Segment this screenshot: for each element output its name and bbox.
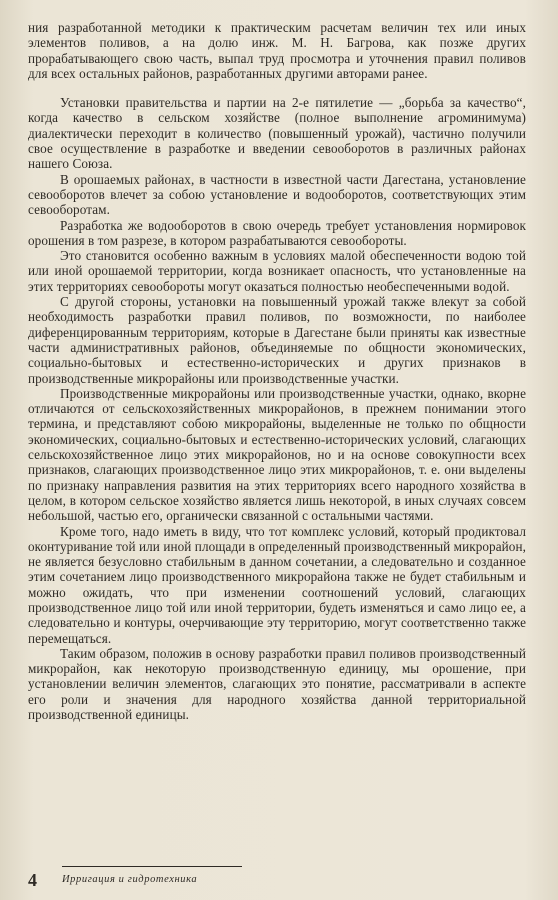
paragraph: Производственные микрорайоны или производственные участки, однако, вкорне отличаются от сельскохозяйственных микрорайонов, в прежнем понимании этого термина, и представляют собою микрорайоны, выделенные не только по общности экономических, социально-бытовых и естественно-исторических условий, слагающих сельскохозяйственное лицо этих микрорайонов, но и на основе совокупности всех признаков, слагающих производственное лицо этих микрорайонов, т. е. они выделены по признаку направления развития на этих территориях всего народного хозяйства в целом, в котором сельское хозяйство является лишь некоторой, в иных случаях совсем небольшой, частью его, органически связанной с остальными частями. <box>28 385 526 524</box>
paragraph: Таким образом, положив в основу разработки правил поливов производственный микрорайон, как некоторую производственную единицу, мы орошение, при установлении величин элементов, слагающих это понятие, рассматривали в аспекте его роли и значения для народного хозяйства данной территориальной производственной единицы. <box>28 645 526 723</box>
paragraph: Установки правительства и партии на 2-е пятилетие — „борьба за качество“, когда качество в сельском хозяйстве (полное выполнение агроминимума) диалектически переходит в количество (повышенный урожай), частично получили свое осуществление в разработке и введении севооборотов в различных районах нашего Союза. <box>28 95 526 172</box>
paragraph: Это становится особенно важным в условиях малой обеспеченности водою той или иной орошаемой территории, когда возникает опасность, что установленные на этих территориях севообороты могут оказаться полностью необеспеченными водой. <box>28 248 526 294</box>
paragraph: С другой стороны, установки на повышенный урожай также влекут за собой необходимость разработки правил поливов, по возможности, по наиболее диференцированным территориям, которые в Дагестане были приняты как известные части административных районов, объединяемые по общности экономических, социально-бытовых и естественно-исторических и других признаков в производственные микрорайоны или производственные участки. <box>28 294 526 386</box>
article-body <box>28 20 526 722</box>
paragraph: Кроме того, надо иметь в виду, что тот комплекс условий, который продиктовал оконтуривание той или иной площади в определенный производственный микрорайон, не является безусловно стабильным в данном сочетании, а следовательно и созданное этим сочетанием лицо производственного микрорайона также не будет стабильным и можно ожидать, что при изменении соотношений условий, слагающих производственное лицо той или иной территории, будеть изменяться и само лицо ее, а следовательно и контуры, очерчивающие эту территорию, могут соответственно также перемещаться. <box>28 523 526 646</box>
paragraph: В орошаемых районах, в частности в известной части Дагестана, установление севооборотов влечет за собою установление и водооборотов, соответствующих этим севооборотам. <box>28 171 526 218</box>
page-footer <box>28 866 526 892</box>
paragraph: Разработка же водооборотов в свою очередь требует установления нормировок орошения в том разрезе, в котором разрабатываются севообороты. <box>28 217 526 248</box>
journal-title: Ирригация и гидротехника <box>62 874 198 885</box>
footer-rule <box>62 866 242 867</box>
page-number: 4 <box>28 870 37 890</box>
paragraph-continued: ния разработанной методики к практическим расчетам величин тех или иных элементов поливов, а на долю инж. М. Н. Багрова, как позже других прорабатывающего свою часть, выпал труд просмотра и уточнения правил поливов для всех остальных районов, разработанных другими авторами ранее. <box>28 20 526 81</box>
